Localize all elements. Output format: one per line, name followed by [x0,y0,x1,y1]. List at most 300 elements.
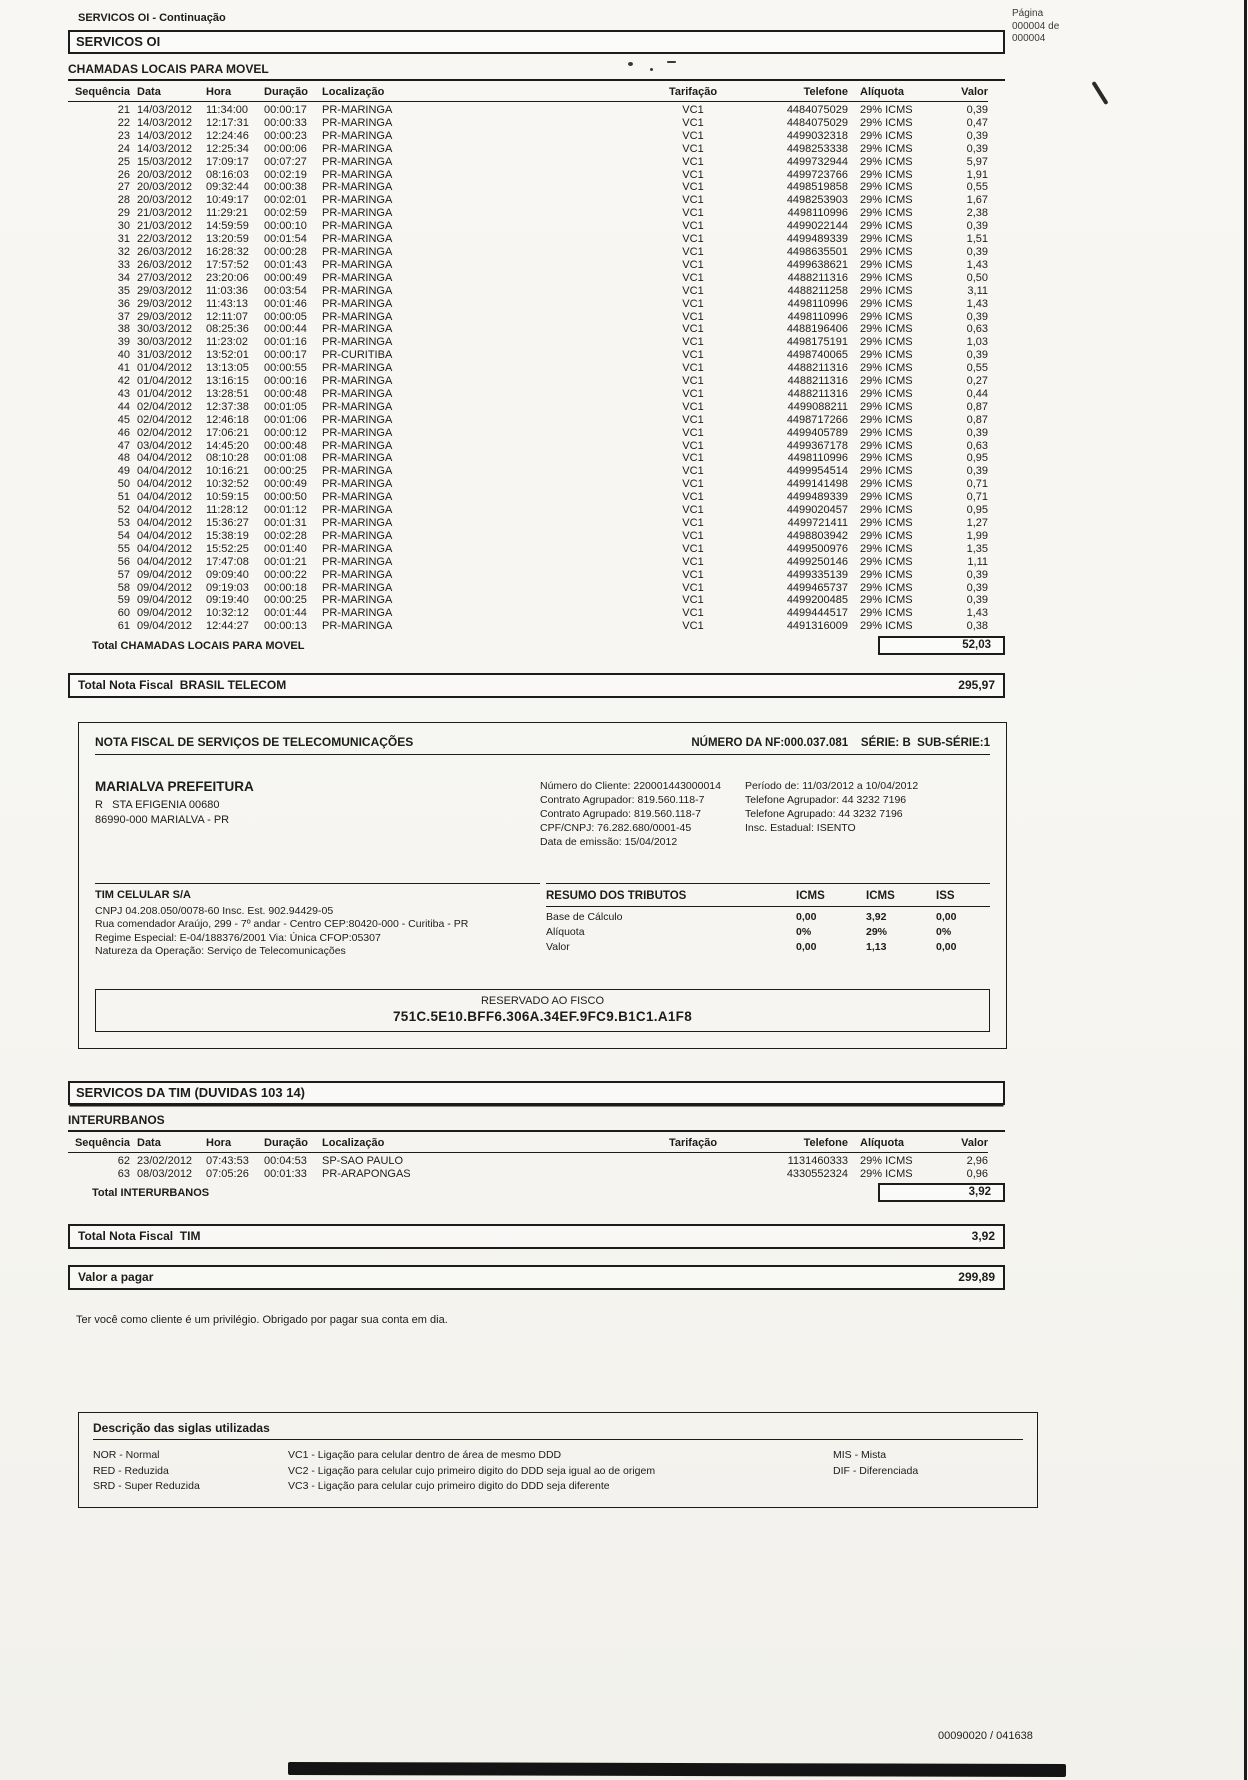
call-cell: PR-MARINGA [322,594,393,607]
call-cell: 00:01:43 [264,258,307,271]
call-cell: VC1 [682,245,704,258]
servicos-oi-title: SERVICOS OI [76,34,161,49]
call-cell: 30 [117,220,130,233]
call-cell: VC1 [682,168,704,181]
call-cell: PR-MARINGA [322,400,393,413]
text-line: SRD - Super Reduzida [93,1480,200,1493]
thanks-message: Ter você como cliente é um privilégio. Obrigado por pagar sua conta em dia. [76,1314,448,1327]
call-cell: 29/03/2012 [137,284,193,297]
call-cell: PR-MARINGA [322,155,393,168]
call-cell: 11:23:02 [206,336,249,349]
call-cell: 23 [117,129,130,142]
call-cell: 59 [117,594,130,607]
call-row [68,272,988,285]
call-cell: 29% ICMS [860,168,913,181]
servicos-oi-section-box [68,30,1005,54]
call-cell: 29% ICMS [860,387,913,400]
call-cell: 29% ICMS [860,568,913,581]
call-row [68,440,988,453]
call-cell: 11:34:00 [206,104,249,116]
tributos-row-label: Base de Cálculo [546,911,623,924]
call-cell: PR-MARINGA [322,504,393,517]
call-cell: 0,39 [966,594,988,607]
call-row [68,102,988,117]
call-cell: 31 [117,233,130,246]
call-cell: 01/04/2012 [137,375,193,388]
call-cell: 00:00:49 [264,478,307,491]
call-cell: 04/04/2012 [137,452,193,465]
call-cell: VC1 [682,387,704,400]
call-cell: 22/03/2012 [137,233,193,246]
call-cell: 00:00:17 [264,349,307,362]
call-cell: PR-MARINGA [322,620,393,633]
call-cell: 56 [117,555,130,568]
call-cell: 00:00:22 [264,568,307,581]
call-cell: 0,39 [966,568,988,581]
call-row [68,246,988,259]
call-cell: PR-MARINGA [322,387,393,400]
call-cell: 00:00:25 [264,465,307,478]
call-cell: 29% ICMS [860,220,913,233]
call-cell: 10:59:15 [206,491,249,504]
call-row [68,517,988,530]
column-header: Telefone [758,1135,848,1153]
call-cell: 08:25:36 [206,323,249,336]
call-cell: 16:28:32 [206,245,249,258]
call-cell: 47 [117,439,130,452]
call-cell: 4499723766 [786,168,848,181]
call-cell: 00:01:06 [264,413,307,426]
nota-fiscal-title: NOTA FISCAL DE SERVIÇOS DE TELECOMUNICAÇÕES [95,735,414,750]
call-cell: 62 [117,1154,130,1167]
company-info [95,905,540,959]
call-row [68,401,988,414]
call-cell: 4488211316 [787,387,848,400]
call-row [68,504,988,517]
text-line: 86990-000 MARIALVA - PR [95,814,230,827]
call-cell: 54 [117,529,130,542]
call-cell: 29% ICMS [860,529,913,542]
call-cell: 48 [117,452,130,465]
call-cell: 0,63 [966,323,988,336]
call-cell: 0,95 [966,504,988,517]
call-cell: 12:25:34 [206,142,249,155]
call-cell: 00:00:33 [264,116,307,129]
call-row [68,594,988,607]
call-row [68,1168,988,1181]
call-cell: 51 [117,491,130,504]
call-cell: 0,55 [966,362,988,375]
call-cell: 4499405789 [786,426,848,439]
call-cell: 00:03:54 [264,284,307,297]
tributos-col-icms-1: ICMS [796,890,825,903]
call-cell: 29% ICMS [860,323,913,336]
call-cell: 29% ICMS [860,116,913,129]
call-cell: 26 [117,168,130,181]
call-cell: 00:00:25 [264,594,307,607]
call-cell: 02/04/2012 [137,400,193,413]
call-cell: PR-MARINGA [322,452,393,465]
call-cell: PR-MARINGA [322,323,393,336]
call-cell: 4498803942 [786,529,848,542]
call-cell: 00:02:59 [264,207,307,220]
call-cell: PR-MARINGA [322,529,393,542]
call-cell: 4499020457 [786,504,848,517]
call-cell: 29% ICMS [860,1167,913,1180]
call-row [68,130,988,143]
call-cell: PR-MARINGA [322,181,393,194]
call-row [68,452,988,465]
call-cell: 4484075029 [786,116,848,129]
text-line: VC2 - Ligação para celular cujo primeiro digito do DDD seja igual ao de origem [288,1464,656,1477]
call-cell: VC1 [682,517,704,529]
call-cell: 04/04/2012 [137,529,193,542]
call-cell: 17:06:21 [206,426,249,439]
siglas-box [78,1412,1038,1508]
call-cell: PR-MARINGA [322,284,393,297]
call-cell: 43 [117,387,130,400]
call-cell: 00:01:31 [264,517,307,529]
call-cell: 29% ICMS [860,104,913,116]
call-cell: 04/04/2012 [137,465,193,478]
call-row [68,169,988,182]
call-cell: 1,91 [966,168,988,181]
call-cell: 10:32:52 [206,478,249,491]
call-cell: 04/04/2012 [137,478,193,491]
call-cell: 00:01:40 [264,542,307,555]
call-cell: 12:44:27 [206,620,249,633]
call-cell: PR-MARINGA [322,375,393,388]
total-chamadas-label: Total CHAMADAS LOCAIS PARA MOVEL [92,639,305,652]
text-line: Insc. Estadual: ISENTO [745,822,856,835]
interurbanos-table [68,1135,988,1181]
call-cell: 13:13:05 [206,362,249,375]
call-cell: 02/04/2012 [137,413,193,426]
text-line: CNPJ 04.208.050/0078-60 Insc. Est. 902.94429-05 [95,904,334,917]
call-cell: 30/03/2012 [137,336,193,349]
call-cell: 14/03/2012 [137,116,193,129]
call-cell: VC1 [682,233,704,246]
tributos-row-base [546,910,990,925]
customer-name: MARIALVA PREFEITURA [95,779,254,795]
call-cell: VC1 [682,220,704,233]
call-cell: 29% ICMS [860,620,913,633]
interurbanos-title: INTERURBANOS [68,1113,1005,1132]
call-cell: 60 [117,607,130,620]
call-cell: 31/03/2012 [137,349,193,362]
call-cell: PR-MARINGA [322,142,393,155]
call-cell: 35 [117,284,130,297]
call-row [68,336,988,349]
call-cell: 00:00:48 [264,387,307,400]
footer-code: 00090020 / 041638 [938,1730,1033,1742]
tributos-row-label: Valor [546,941,570,954]
call-cell: 08:10:28 [206,452,249,465]
call-cell: 29% ICMS [860,452,913,465]
column-header: Hora [206,1135,264,1153]
call-cell: 29% ICMS [860,542,913,555]
call-cell: 29% ICMS [860,555,913,568]
call-row [68,414,988,427]
call-cell: 15:52:25 [206,542,249,555]
call-cell: 4498519858 [786,181,848,194]
call-cell: PR-MARINGA [322,491,393,504]
call-cell: PR-MARINGA [322,194,393,207]
call-cell: 24 [117,142,130,155]
call-cell: VC1 [682,142,704,155]
call-cell: 0,44 [966,387,988,400]
call-cell: 4499489339 [786,491,848,504]
call-cell: PR-MARINGA [322,555,393,568]
call-cell: 1,27 [966,517,988,529]
text-line: DIF - Diferenciada [833,1464,919,1477]
call-row [68,181,988,194]
call-cell: 29% ICMS [860,465,913,478]
call-cell: 09/04/2012 [137,607,193,620]
scan-artifact-edge [1244,0,1247,1780]
call-cell: 09/04/2012 [137,620,193,633]
call-cell: 0,39 [966,142,988,155]
call-cell: 29% ICMS [860,245,913,258]
page-info-total: 000004 [1012,33,1046,44]
call-cell: 14/03/2012 [137,129,193,142]
call-cell: 00:01:12 [264,504,307,517]
column-header: Localização [318,84,628,102]
total-chamadas-row [68,636,1005,655]
tributos-row-valor [546,940,990,955]
scan-artifact-speck [628,62,633,66]
call-cell: 29% ICMS [860,349,913,362]
text-line: Contrato Agrupador: 819.560.118-7 [540,794,705,807]
total-tim-bar [68,1224,1005,1249]
call-cell: 13:20:59 [206,233,249,246]
call-cell: 00:00:55 [264,362,307,375]
call-cell: VC1 [682,620,704,633]
call-row [68,465,988,478]
call-cell [628,1152,758,1167]
tributos-header-row [546,889,990,907]
tributos-title: RESUMO DOS TRIBUTOS [546,890,687,903]
text-line: R STA EFIGENIA 00680 [95,799,220,812]
tributos-row-aliquota [546,925,990,940]
total-chamadas-value: 52,03 [878,636,1005,655]
table-header-row [68,84,988,102]
call-cell: VC1 [682,581,704,594]
call-cell: 63 [117,1167,130,1180]
siglas-col-3 [833,1448,1023,1495]
call-row [68,156,988,169]
text-line: MIS - Mista [833,1449,887,1462]
call-cell: 00:02:28 [264,529,307,542]
call-cell: 57 [117,568,130,581]
call-cell: VC1 [682,336,704,349]
call-row [68,117,988,130]
call-cell: 1,43 [966,258,988,271]
call-cell: VC1 [682,504,704,517]
scan-artifact-pen-mark [1091,81,1108,105]
total-interurbanos-row [68,1183,1005,1202]
call-row [68,530,988,543]
tributos-value: 0,00 [796,941,817,954]
call-cell: 29% ICMS [860,478,913,491]
call-row [68,491,988,504]
call-cell: PR-MARINGA [322,245,393,258]
call-cell: 1,11 [967,555,988,568]
call-cell: VC1 [682,529,704,542]
total-tim-label: Total Nota Fiscal TIM [78,1229,201,1244]
call-row [68,194,988,207]
call-cell: 4499954514 [786,465,848,478]
call-cell: VC1 [682,129,704,142]
text-line: NOR - Normal [93,1449,160,1462]
total-interurbanos-value: 3,92 [878,1183,1005,1202]
call-cell: VC1 [682,155,704,168]
call-cell: PR-MARINGA [322,271,393,284]
call-cell: 55 [117,542,130,555]
call-cell: 4498110996 [787,207,848,220]
call-cell: 28 [117,194,130,207]
fisco-code: 751C.5E10.BFF6.306A.34EF.9FC9.B1C1.A1F8 [392,1008,693,1024]
call-cell: 29% ICMS [860,1154,913,1167]
call-row [68,569,988,582]
call-cell: 00:01:54 [264,233,307,246]
call-cell: 32 [117,245,130,258]
call-cell: 21/03/2012 [137,207,193,220]
call-cell: 14:59:59 [206,220,249,233]
call-cell: 58 [117,581,130,594]
call-cell: 00:00:10 [264,220,307,233]
invoice-content [68,30,1005,1508]
call-cell: 4488211258 [787,284,848,297]
call-cell: VC1 [682,284,704,297]
call-cell: 0,39 [966,465,988,478]
call-row [68,143,988,156]
call-cell: 0,87 [966,400,988,413]
call-cell: VC1 [682,297,704,310]
call-cell: 29/03/2012 [137,297,193,310]
text-line: RED - Reduzida [93,1464,169,1477]
call-cell: 00:00:38 [264,181,307,194]
text-line: Telefone Agrupado: 44 3232 7196 [745,808,903,821]
call-cell: 27 [117,181,130,194]
call-cell: VC1 [682,207,704,220]
call-cell: 4488211316 [787,375,848,388]
call-cell: 29% ICMS [860,362,913,375]
call-row [68,478,988,491]
call-cell: 04/04/2012 [137,491,193,504]
text-line: CPF/CNPJ: 76.282.680/0001-45 [540,822,692,835]
call-cell: 29% ICMS [860,181,913,194]
call-cell: 15/03/2012 [137,155,193,168]
call-cell: 01/04/2012 [137,362,193,375]
call-row [68,607,988,620]
servicos-tim-section-box [68,1081,1005,1105]
text-line: Telefone Agrupador: 44 3232 7196 [745,794,907,807]
text-line: Período de: 11/03/2012 a 10/04/2012 [745,780,919,793]
call-cell: 00:04:53 [264,1154,307,1167]
call-cell: 0,71 [966,491,988,504]
call-cell: PR-MARINGA [322,258,393,271]
call-cell: VC1 [682,413,704,426]
call-row [68,207,988,220]
call-cell: 1,03 [966,336,988,349]
call-cell [628,1168,758,1181]
call-row [68,349,988,362]
call-cell: VC1 [682,362,704,375]
call-cell: 00:02:01 [264,194,307,207]
call-cell: 5,97 [966,155,988,168]
call-cell: 09:19:40 [206,594,249,607]
call-cell: VC1 [682,181,704,194]
call-cell: 0,39 [966,310,988,323]
call-cell: 00:00:48 [264,439,307,452]
call-cell: 1,99 [966,529,988,542]
call-cell: 4498110996 [787,297,848,310]
call-cell: 07:43:53 [206,1154,249,1167]
call-cell: 04/04/2012 [137,542,193,555]
call-cell: 30/03/2012 [137,323,193,336]
company-block [95,883,540,959]
call-cell: PR-MARINGA [322,426,393,439]
column-header: Valor [924,1135,988,1153]
call-row [68,620,988,633]
column-header: Alíquota [848,84,924,102]
call-row [68,323,988,336]
call-cell: 4499721411 [787,517,848,529]
call-cell: 23/02/2012 [137,1154,193,1167]
call-cell: VC1 [682,271,704,284]
nota-fiscal-box [78,722,1007,1049]
call-cell: 53 [117,517,130,529]
call-cell: PR-MARINGA [322,413,393,426]
call-cell: 4330552324 [786,1167,848,1180]
call-cell: 0,87 [966,413,988,426]
column-header: Data [130,1135,206,1153]
call-cell: 13:16:15 [206,375,249,388]
call-cell: 00:00:18 [264,581,307,594]
call-cell: 12:17:31 [206,116,249,129]
call-cell: 0,38 [966,620,988,633]
call-cell: 0,63 [966,439,988,452]
call-cell: 37 [117,310,130,323]
call-cell: 17:09:17 [206,155,249,168]
call-row [68,388,988,401]
call-cell: 4498175191 [786,336,848,349]
call-cell: PR-MARINGA [322,297,393,310]
call-cell: 20/03/2012 [137,168,193,181]
call-cell: 0,39 [966,426,988,439]
call-cell: 44 [117,400,130,413]
call-cell: 04/04/2012 [137,504,193,517]
call-cell: VC1 [682,426,704,439]
call-cell: 29% ICMS [860,375,913,388]
valor-a-pagar-bar [68,1265,1005,1290]
call-cell: 00:01:33 [264,1167,307,1180]
call-cell: PR-MARINGA [322,542,393,555]
column-header: Hora [206,84,264,102]
valor-a-pagar-value: 299,89 [958,1270,995,1285]
call-cell: 29% ICMS [860,504,913,517]
call-cell: 0,39 [966,129,988,142]
call-cell: 4498635501 [786,245,848,258]
call-cell: VC1 [682,568,704,581]
call-cell: PR-MARINGA [322,129,393,142]
call-cell: 4499367178 [786,439,848,452]
call-row [68,582,988,595]
siglas-col-1 [93,1448,288,1495]
call-cell: 20/03/2012 [137,194,193,207]
call-cell: 26/03/2012 [137,258,193,271]
